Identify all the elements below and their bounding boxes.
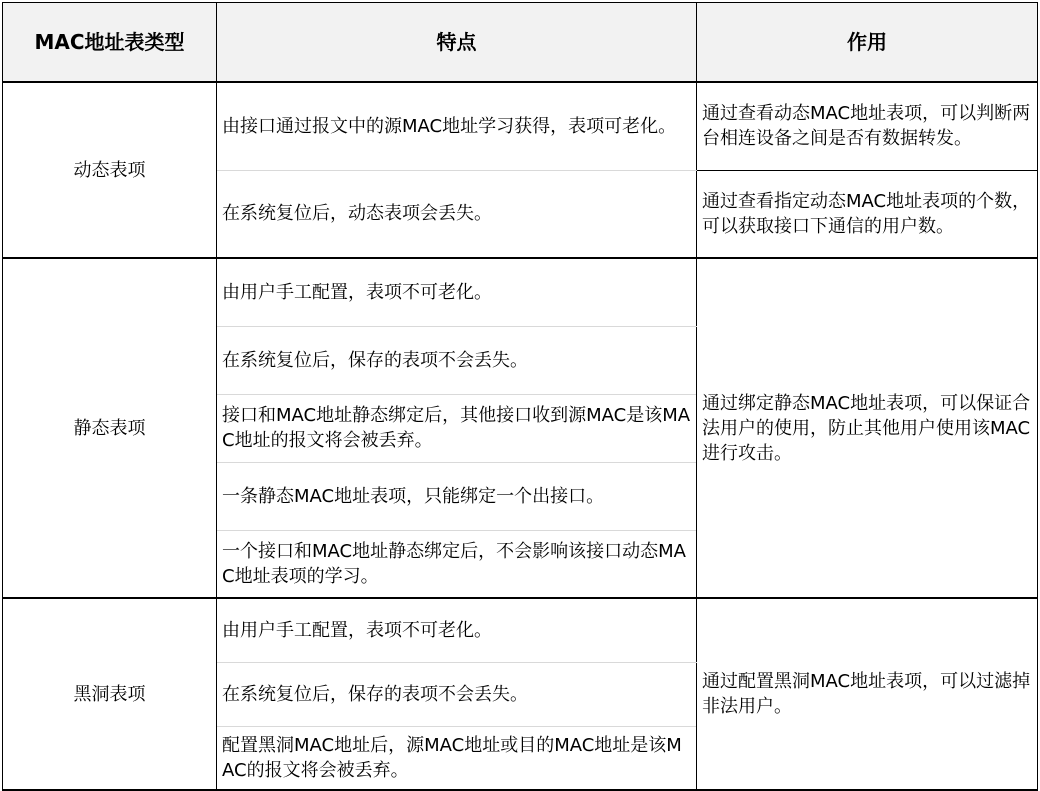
feature-cell: 在系统复位后，动态表项会丢失。 [217,170,697,258]
feature-cell: 由用户手工配置，表项不可老化。 [217,598,697,662]
feature-cell: 一个接口和MAC地址静态绑定后，不会影响该接口动态MAC地址表项的学习。 [217,530,697,598]
table-header-row [3,3,1038,83]
feature-cell: 接口和MAC地址静态绑定后，其他接口收到源MAC是该MAC地址的报文将会被丢弃。 [217,394,697,462]
header-purpose: 作用 [697,3,1038,83]
feature-cell: 在系统复位后，保存的表项不会丢失。 [217,662,697,726]
purpose-cell: 通过查看指定动态MAC地址表项的个数，可以获取接口下通信的用户数。 [697,170,1038,258]
table-row [3,258,1038,326]
feature-cell: 配置黑洞MAC地址后，源MAC地址或目的MAC地址是该MAC的报文将会被丢弃。 [217,726,697,790]
table-row [3,598,1038,662]
type-cell-dynamic: 动态表项 [3,82,217,258]
mac-address-table [2,2,1038,791]
type-cell-static: 静态表项 [3,258,217,598]
feature-cell: 由用户手工配置，表项不可老化。 [217,258,697,326]
feature-cell: 在系统复位后，保存的表项不会丢失。 [217,326,697,394]
header-features: 特点 [217,3,697,83]
feature-cell: 一条静态MAC地址表项，只能绑定一个出接口。 [217,462,697,530]
purpose-cell: 通过查看动态MAC地址表项，可以判断两台相连设备之间是否有数据转发。 [697,82,1038,170]
header-type: MAC地址表类型 [3,3,217,83]
purpose-cell: 通过绑定静态MAC地址表项，可以保证合法用户的使用，防止其他用户使用该MAC进行攻击。 [697,258,1038,598]
feature-cell: 由接口通过报文中的源MAC地址学习获得，表项可老化。 [217,82,697,170]
purpose-cell: 通过配置黑洞MAC地址表项，可以过滤掉非法用户。 [697,598,1038,790]
type-cell-blackhole: 黑洞表项 [3,598,217,790]
table-row [3,82,1038,170]
